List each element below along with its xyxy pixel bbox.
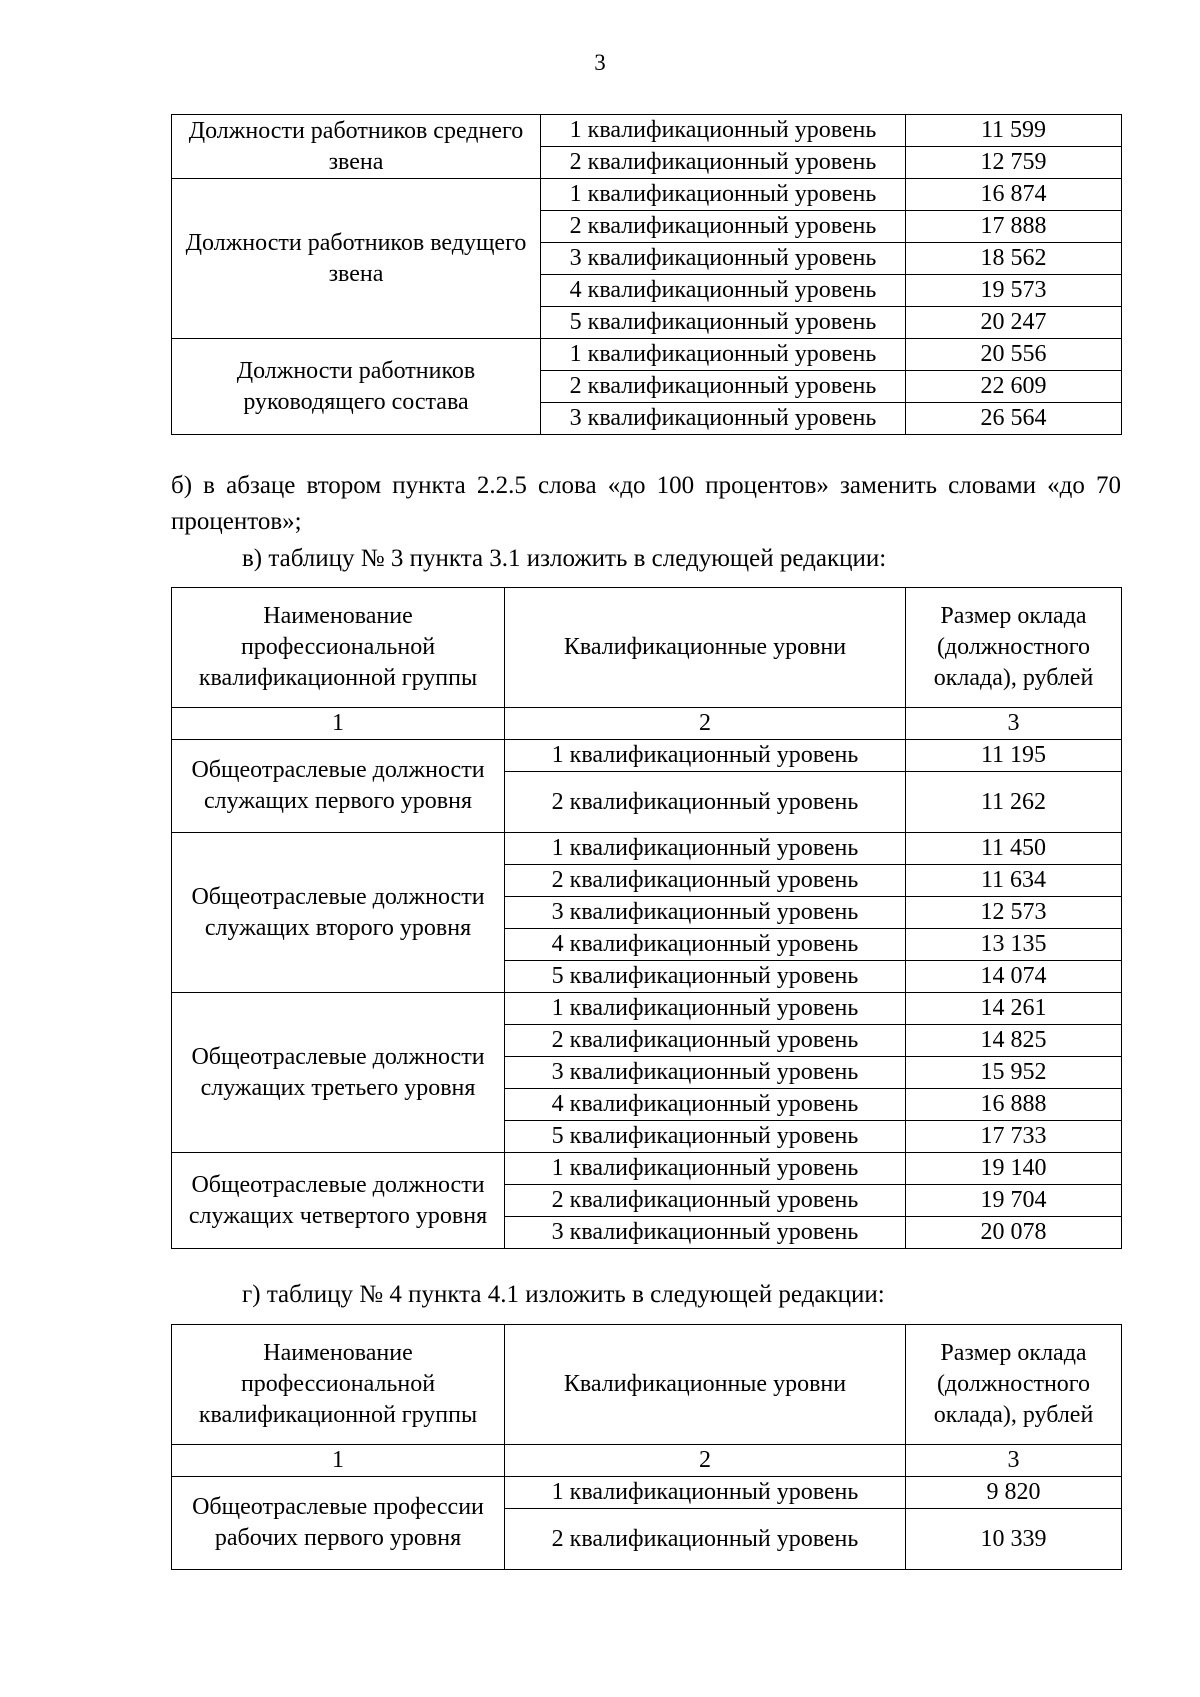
header-salary: Размер оклада (должностного оклада), рублей bbox=[906, 588, 1122, 708]
salary-cell: 19 140 bbox=[906, 1153, 1122, 1185]
salary-cell: 26 564 bbox=[906, 403, 1122, 435]
table-row bbox=[172, 833, 1122, 865]
salary-cell: 11 450 bbox=[906, 833, 1122, 865]
salary-cell: 20 078 bbox=[906, 1217, 1122, 1249]
salary-cell: 12 759 bbox=[906, 147, 1122, 179]
level-cell: 4 квалификационный уровень bbox=[505, 1089, 906, 1121]
level-cell: 2 квалификационный уровень bbox=[541, 147, 906, 179]
salary-cell: 15 952 bbox=[906, 1057, 1122, 1089]
salary-cell: 19 573 bbox=[906, 275, 1122, 307]
level-cell: 2 квалификационный уровень bbox=[505, 1185, 906, 1217]
table-row bbox=[172, 740, 1122, 772]
table-row bbox=[172, 115, 1122, 147]
group-name: Должности работников среднего звена bbox=[172, 115, 541, 179]
level-cell: 2 квалификационный уровень bbox=[505, 772, 906, 833]
column-number: 3 bbox=[906, 708, 1122, 740]
salary-table-continuation bbox=[171, 114, 1122, 435]
salary-table-4 bbox=[171, 1324, 1122, 1570]
table-row bbox=[172, 339, 1122, 371]
level-cell: 2 квалификационный уровень bbox=[505, 865, 906, 897]
header-levels: Квалификационные уровни bbox=[505, 588, 906, 708]
table-row bbox=[172, 1153, 1122, 1185]
level-cell: 2 квалификационный уровень bbox=[541, 211, 906, 243]
level-cell: 1 квалификационный уровень bbox=[505, 833, 906, 865]
salary-table-3 bbox=[171, 587, 1122, 1249]
salary-cell: 19 704 bbox=[906, 1185, 1122, 1217]
group-name: Общеотраслевые должности служащих четвертого уровня bbox=[172, 1153, 505, 1249]
header-levels: Квалификационные уровни bbox=[505, 1325, 906, 1445]
salary-cell: 20 247 bbox=[906, 307, 1122, 339]
column-number: 2 bbox=[505, 708, 906, 740]
table-row bbox=[172, 1477, 1122, 1509]
level-cell: 3 квалификационный уровень bbox=[541, 403, 906, 435]
level-cell: 1 квалификационный уровень bbox=[505, 1477, 906, 1509]
level-cell: 1 квалификационный уровень bbox=[505, 1153, 906, 1185]
column-number-row bbox=[172, 708, 1122, 740]
level-cell: 1 квалификационный уровень bbox=[541, 339, 906, 371]
level-cell: 5 квалификационный уровень bbox=[541, 307, 906, 339]
salary-cell: 20 556 bbox=[906, 339, 1122, 371]
header-salary: Размер оклада (должностного оклада), рублей bbox=[906, 1325, 1122, 1445]
table-header-row bbox=[172, 588, 1122, 708]
level-cell: 1 квалификационный уровень bbox=[541, 115, 906, 147]
level-cell: 5 квалификационный уровень bbox=[505, 961, 906, 993]
level-cell: 2 квалификационный уровень bbox=[505, 1025, 906, 1057]
table-header-row bbox=[172, 1325, 1122, 1445]
group-name: Должности работников руководящего состава bbox=[172, 339, 541, 435]
salary-cell: 14 074 bbox=[906, 961, 1122, 993]
salary-cell: 9 820 bbox=[906, 1477, 1122, 1509]
paragraph-g: г) таблицу № 4 пункта 4.1 изложить в следующей редакции: bbox=[242, 1281, 885, 1308]
level-cell: 1 квалификационный уровень bbox=[505, 740, 906, 772]
salary-cell: 16 888 bbox=[906, 1089, 1122, 1121]
salary-cell: 10 339 bbox=[906, 1509, 1122, 1570]
level-cell: 3 квалификационный уровень bbox=[505, 897, 906, 929]
salary-cell: 16 874 bbox=[906, 179, 1122, 211]
paragraph-v: в) таблицу № 3 пункта 3.1 изложить в следующей редакции: bbox=[242, 545, 887, 572]
page-number: 3 bbox=[594, 50, 606, 75]
group-name: Общеотраслевые должности служащих третьего уровня bbox=[172, 993, 505, 1153]
salary-cell: 12 573 bbox=[906, 897, 1122, 929]
salary-cell: 22 609 bbox=[906, 371, 1122, 403]
column-number: 1 bbox=[172, 1445, 505, 1477]
table-row bbox=[172, 993, 1122, 1025]
salary-cell: 11 262 bbox=[906, 772, 1122, 833]
salary-cell: 11 195 bbox=[906, 740, 1122, 772]
level-cell: 5 квалификационный уровень bbox=[505, 1121, 906, 1153]
salary-cell: 17 733 bbox=[906, 1121, 1122, 1153]
level-cell: 3 квалификационный уровень bbox=[505, 1057, 906, 1089]
level-cell: 2 квалификационный уровень bbox=[541, 371, 906, 403]
group-name: Общеотраслевые должности служащих первого уровня bbox=[172, 740, 505, 833]
salary-cell: 18 562 bbox=[906, 243, 1122, 275]
salary-cell: 13 135 bbox=[906, 929, 1122, 961]
salary-cell: 11 599 bbox=[906, 115, 1122, 147]
paragraph-b: б) в абзаце втором пункта 2.2.5 слова «до 100 процентов» заменить словами «до 70 процентов»; bbox=[171, 472, 1121, 535]
group-name: Должности работников ведущего звена bbox=[172, 179, 541, 339]
salary-cell: 14 825 bbox=[906, 1025, 1122, 1057]
salary-cell: 11 634 bbox=[906, 865, 1122, 897]
column-number: 3 bbox=[906, 1445, 1122, 1477]
table-row bbox=[172, 179, 1122, 211]
level-cell: 1 квалификационный уровень bbox=[505, 993, 906, 1025]
level-cell: 4 квалификационный уровень bbox=[505, 929, 906, 961]
salary-cell: 17 888 bbox=[906, 211, 1122, 243]
header-group-name: Наименование профессиональной квалификационной группы bbox=[172, 1325, 505, 1445]
level-cell: 4 квалификационный уровень bbox=[541, 275, 906, 307]
group-name: Общеотраслевые профессии рабочих первого уровня bbox=[172, 1477, 505, 1570]
level-cell: 1 квалификационный уровень bbox=[541, 179, 906, 211]
salary-cell: 14 261 bbox=[906, 993, 1122, 1025]
column-number: 2 bbox=[505, 1445, 906, 1477]
column-number-row bbox=[172, 1445, 1122, 1477]
header-group-name: Наименование профессиональной квалификационной группы bbox=[172, 588, 505, 708]
level-cell: 2 квалификационный уровень bbox=[505, 1509, 906, 1570]
level-cell: 3 квалификационный уровень bbox=[541, 243, 906, 275]
column-number: 1 bbox=[172, 708, 505, 740]
group-name: Общеотраслевые должности служащих второго уровня bbox=[172, 833, 505, 993]
level-cell: 3 квалификационный уровень bbox=[505, 1217, 906, 1249]
